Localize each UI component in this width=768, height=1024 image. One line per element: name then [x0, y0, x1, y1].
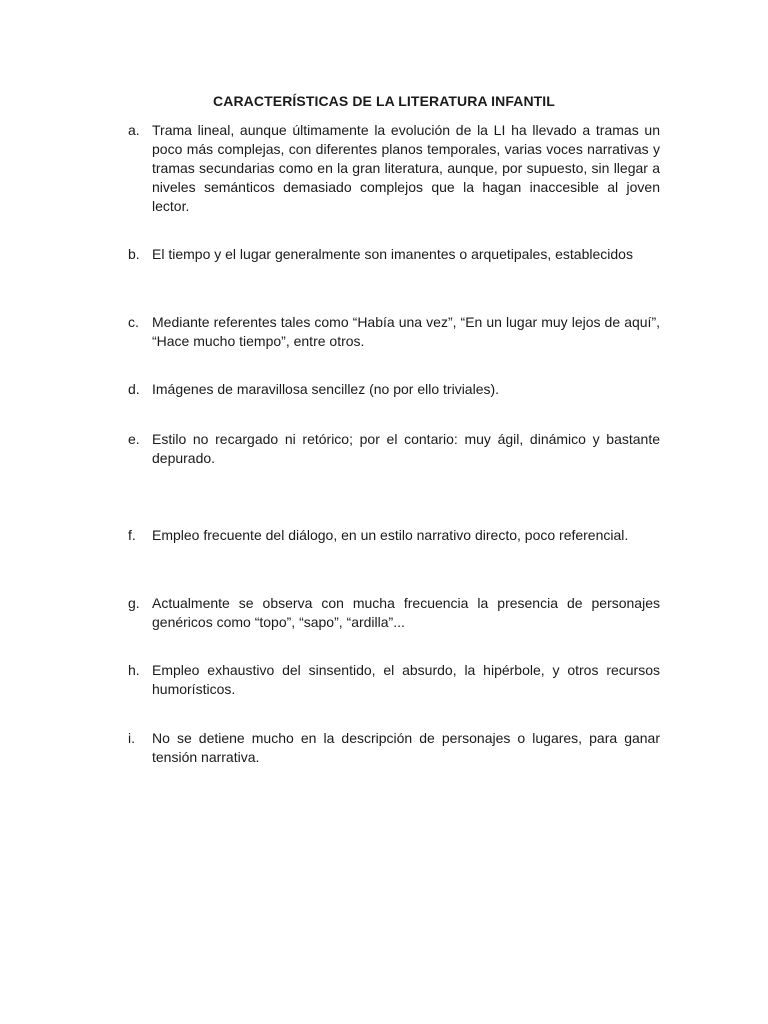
list-marker: f.: [128, 527, 136, 543]
list-item-text: Mediante referentes tales como “Había una vez”, “En un lugar muy lejos de aquí”, “Hace mucho tiempo”, entre otros.: [152, 314, 660, 349]
list-marker: a.: [128, 122, 140, 138]
list-item-e: [128, 430, 660, 468]
list-item-text: Trama lineal, aunque últimamente la evolución de la LI ha llevado a tramas un poco más complejas, con diferentes planos temporales, varias voces narrativas y tramas secundarias como en la gran literatura, aunque, por supuesto, sin llegar a niveles semánticos demasiado complejos que la hagan inaccesible al joven lector.: [152, 122, 660, 214]
list-item-text: Imágenes de maravillosa sencillez (no por ello triviales).: [152, 381, 500, 397]
list-item-i: [128, 729, 660, 767]
list-item-h: [128, 661, 660, 699]
list-item-b: [128, 245, 660, 264]
document-title: CARACTERÍSTICAS DE LA LITERATURA INFANTIL: [213, 93, 555, 109]
list-marker: i.: [128, 730, 135, 746]
list-marker: d.: [128, 381, 140, 397]
list-item-text: El tiempo y el lugar generalmente son imanentes o arquetipales, establecidos: [152, 246, 633, 262]
list-item-text: No se detiene mucho en la descripción de personajes o lugares, para ganar tensión narrativa.: [152, 730, 660, 765]
list-item-g: [128, 594, 660, 632]
list-item-c: [128, 313, 660, 351]
list-item-text: Empleo exhaustivo del sinsentido, el absurdo, la hipérbole, y otros recursos humorísticos.: [152, 662, 660, 697]
list-item-text: Estilo no recargado ni retórico; por el contario: muy ágil, dinámico y bastante depurado.: [152, 431, 660, 466]
list-item-d: [128, 380, 660, 399]
list-marker: h.: [128, 662, 140, 678]
list-item-text: Empleo frecuente del diálogo, en un estilo narrativo directo, poco referencial.: [152, 527, 629, 543]
list-marker: b.: [128, 246, 140, 262]
list-item-f: [128, 526, 660, 545]
list-marker: c.: [128, 314, 139, 330]
list-marker: e.: [128, 431, 140, 447]
list-item-a: [128, 121, 660, 216]
list-item-text: Actualmente se observa con mucha frecuencia la presencia de personajes genéricos como “topo”, “sapo”, “ardilla”...: [152, 595, 660, 630]
list-marker: g.: [128, 595, 140, 611]
